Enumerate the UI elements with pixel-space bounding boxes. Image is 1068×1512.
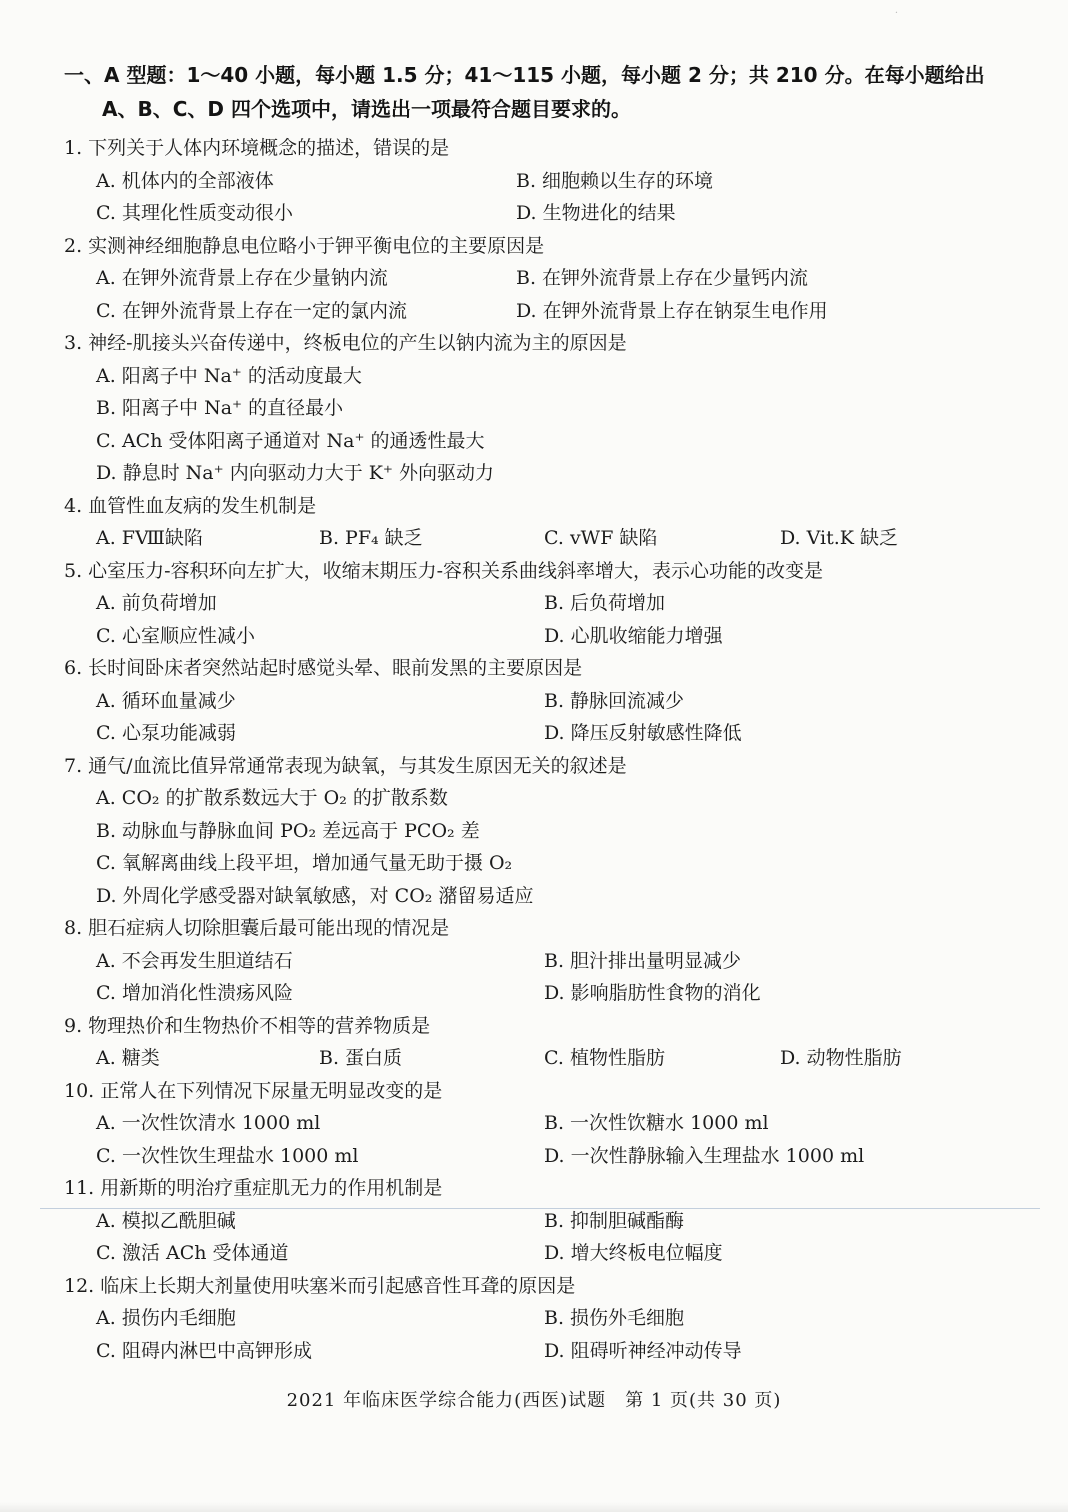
answer-option: A. 糖类	[96, 1047, 160, 1069]
answer-option: C. 心泵功能减弱	[96, 722, 236, 744]
answer-option: B. 蛋白质	[319, 1047, 403, 1069]
question-stem: 8. 胆石症病人切除胆囊后最可能出现的情况是	[64, 917, 450, 939]
answer-option: A. 在钾外流背景上存在少量钠内流	[96, 267, 388, 289]
answer-option: B. 胆汁排出量明显减少	[544, 949, 742, 972]
option-row	[64, 815, 964, 848]
option-row	[64, 880, 964, 913]
answer-option: A. 一次性饮清水 1000 ml	[96, 1112, 321, 1134]
answer-option: A. 前负荷增加	[96, 592, 217, 614]
option-row	[64, 360, 964, 393]
option-row	[64, 1302, 964, 1335]
answer-option: A. 循环血量减少	[96, 689, 236, 712]
answer-option: C. 心室顺应性减小	[96, 624, 255, 647]
page-footer: 2021 年临床医学综合能力(西医)试题 第 1 页(共 30 页)	[286, 1390, 782, 1411]
answer-option: B. 动脉血与静脉血间 PO₂ 差远高于 PCO₂ 差	[96, 819, 480, 842]
answer-option: B. PF₄ 缺乏	[319, 527, 423, 549]
answer-option: C. 其理化性质变动很小	[96, 202, 293, 224]
answer-option: D. 外周化学感受器对缺氧敏感，对 CO₂ 潴留易适应	[96, 884, 534, 907]
question-stem: 5. 心室压力-容积环向左扩大，收缩末期压力-容积关系曲线斜率增大，表示心功能的改变是	[64, 559, 824, 582]
answer-option: D. Vit.K 缺乏	[780, 527, 899, 549]
answer-option: B. 在钾外流背景上存在少量钙内流	[516, 267, 809, 289]
option-row	[64, 165, 964, 198]
answer-option: D. 心肌收缩能力增强	[544, 624, 723, 647]
scan-divider-line	[40, 1208, 1040, 1209]
option-row	[64, 685, 964, 718]
answer-option: C. 阻碍内淋巴中高钾形成	[96, 1339, 312, 1362]
option-row	[64, 457, 964, 490]
option-row	[64, 1335, 964, 1368]
option-row	[64, 392, 964, 425]
answer-option: C. vWF 缺陷	[544, 527, 658, 549]
option-row	[64, 1140, 964, 1173]
question-stem: 10. 正常人在下列情况下尿量无明显改变的是	[64, 1079, 443, 1102]
option-row	[64, 847, 964, 880]
answer-option: A. CO₂ 的扩散系数远大于 O₂ 的扩散系数	[96, 787, 448, 809]
answer-option: A. 模拟乙酰胆碱	[96, 1209, 236, 1232]
question-stem: 11. 用新斯的明治疗重症肌无力的作用机制是	[64, 1177, 443, 1199]
question-stem: 7. 通气/血流比值异常通常表现为缺氧，与其发生原因无关的叙述是	[64, 754, 627, 777]
answer-option: D. 生物进化的结果	[516, 202, 676, 224]
answer-option: D. 增大终板电位幅度	[544, 1242, 723, 1264]
answer-option: D. 在钾外流背景上存在钠泵生电作用	[516, 299, 828, 322]
option-row	[64, 1237, 964, 1270]
answer-option: C. ACh 受体阳离子通道对 Na⁺ 的通透性最大	[96, 429, 485, 452]
question-stem: 6. 长时间卧床者突然站起时感觉头晕、眼前发黑的主要原因是	[64, 657, 583, 679]
option-row	[64, 522, 964, 555]
question-stem: 12. 临床上长期大剂量使用呋塞米而引起感音性耳聋的原因是	[64, 1274, 576, 1297]
option-row	[64, 1107, 964, 1140]
answer-option: A. 损伤内毛细胞	[96, 1307, 236, 1329]
answer-option: B. 细胞赖以生存的环境	[516, 169, 714, 192]
answer-option: B. 静脉回流减少	[544, 689, 685, 712]
answer-option: C. 植物性脂肪	[544, 1047, 665, 1069]
option-row	[64, 1205, 964, 1238]
option-row	[64, 620, 964, 653]
option-row	[64, 782, 964, 815]
question-stem: 1. 下列关于人体内环境概念的描述，错误的是	[64, 137, 450, 159]
question-stem: 2. 实测神经细胞静息电位略小于钾平衡电位的主要原因是	[64, 234, 545, 257]
option-row	[64, 717, 964, 750]
option-row	[64, 295, 964, 328]
answer-option: D. 一次性静脉输入生理盐水 1000 ml	[544, 1144, 865, 1167]
option-row	[64, 587, 964, 620]
answer-option: C. 一次性饮生理盐水 1000 ml	[96, 1144, 359, 1167]
question-stem: 3. 神经-肌接头兴奋传递中，终板电位的产生以钠内流为主的原因是	[64, 332, 627, 354]
answer-option: D. 阻碍听神经冲动传导	[544, 1339, 742, 1362]
answer-option: C. 在钾外流背景上存在一定的氯内流	[96, 299, 407, 322]
question-list	[64, 132, 964, 1367]
option-row	[64, 945, 964, 978]
answer-option: C. 增加消化性溃疡风险	[96, 982, 293, 1004]
option-row	[64, 262, 964, 295]
answer-option: A. 不会再发生胆道结石	[96, 949, 293, 972]
section-instructions-line-1: 一、A 型题：1～40 小题，每小题 1.5 分；41～115 小题，每小题 2 分；共 210 分。在每小题给出	[64, 63, 985, 87]
answer-option: A. 阳离子中 Na⁺ 的活动度最大	[96, 364, 362, 387]
answer-option: A. FⅧ缺陷	[96, 527, 203, 549]
option-row	[64, 1042, 964, 1075]
question-stem: 9. 物理热价和生物热价不相等的营养物质是	[64, 1014, 431, 1037]
option-row	[64, 977, 964, 1010]
section-instructions-line-2: A、B、C、D 四个选项中，请选出一项最符合题目要求的。	[102, 97, 631, 121]
scan-shadow	[0, 1502, 1068, 1512]
answer-option: C. 氧解离曲线上段平坦，增加通气量无助于摄 O₂	[96, 852, 513, 874]
answer-option: B. 阳离子中 Na⁺ 的直径最小	[96, 397, 344, 419]
answer-option: D. 静息时 Na⁺ 内向驱动力大于 K⁺ 外向驱动力	[96, 462, 494, 484]
answer-option: B. 后负荷增加	[544, 592, 666, 614]
scan-mark: ·	[894, 8, 898, 19]
answer-option: B. 抑制胆碱酯酶	[544, 1209, 685, 1232]
option-row	[64, 425, 964, 458]
option-row	[64, 197, 964, 230]
section-instructions	[64, 58, 1024, 126]
answer-option: C. 激活 ACh 受体通道	[96, 1242, 289, 1264]
answer-option: B. 损伤外毛细胞	[544, 1307, 685, 1329]
answer-option: A. 机体内的全部液体	[96, 169, 274, 192]
answer-option: D. 影响脂肪性食物的消化	[544, 982, 761, 1004]
question-stem: 4. 血管性血友病的发生机制是	[64, 494, 317, 517]
answer-option: D. 动物性脂肪	[780, 1047, 902, 1069]
answer-option: D. 降压反射敏感性降低	[544, 722, 742, 744]
answer-option: B. 一次性饮糖水 1000 ml	[544, 1112, 769, 1134]
